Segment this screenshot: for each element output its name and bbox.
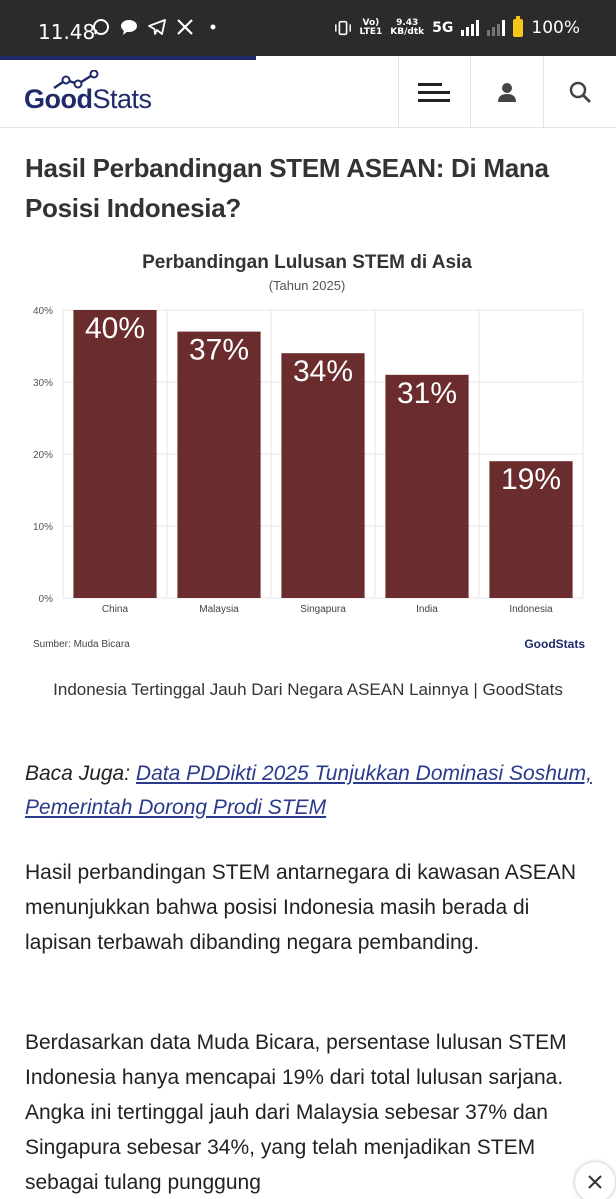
chart-category-label: Malaysia xyxy=(199,604,239,615)
speed-unit: KB/dtk xyxy=(390,27,425,37)
battery-icon xyxy=(513,19,523,37)
chart-source: Sumber: Muda Bicara xyxy=(33,639,130,650)
chart-ytick: 20% xyxy=(32,450,53,461)
x-icon xyxy=(176,18,194,36)
chart-category-label: Singapura xyxy=(300,604,346,615)
chart-subtitle: (Tahun 2025) xyxy=(268,278,346,293)
chart-bar-malaysia xyxy=(177,332,260,598)
chart-caption: Indonesia Tertinggal Jauh Dari Negara ASEAN Lainnya | GoodStats xyxy=(53,680,563,699)
chart-category-label: China xyxy=(101,604,129,615)
vibrate-icon xyxy=(334,19,352,37)
search-button[interactable] xyxy=(543,56,615,128)
chart-ytick: 40% xyxy=(32,306,53,317)
chart-ytick: 30% xyxy=(32,378,53,389)
chart-title: Perbandingan Lulusan STEM di Asia xyxy=(142,252,472,273)
chart-value-label: 34% xyxy=(292,355,354,389)
network-top: Vo) xyxy=(362,18,380,28)
article-title: Hasil Perbandingan STEM ASEAN: Di Mana Posisi Indonesia? xyxy=(25,153,549,223)
chart-bar-singapura xyxy=(281,353,364,598)
dot-icon xyxy=(204,18,222,36)
chart-watermark: GoodStats xyxy=(524,637,585,651)
logo-stats: Stats xyxy=(92,84,152,114)
user-icon xyxy=(497,82,517,102)
chart-value-label: 37% xyxy=(188,333,250,367)
status-time: 11.48 xyxy=(38,20,96,44)
telegram-icon xyxy=(148,18,166,36)
header-accent xyxy=(0,56,256,60)
chart-value-label: 40% xyxy=(84,312,146,345)
network-speed xyxy=(390,19,424,37)
menu-button[interactable] xyxy=(398,56,470,128)
read-also xyxy=(25,757,595,825)
site-logo[interactable] xyxy=(24,84,152,115)
site-header xyxy=(0,56,616,128)
speed-value: 9.43 xyxy=(396,18,419,28)
account-button[interactable] xyxy=(470,56,542,128)
chart-ytick: 0% xyxy=(38,594,53,605)
network-type xyxy=(360,19,383,37)
network-5g: 5G xyxy=(432,20,454,36)
chart-category-label: India xyxy=(416,604,438,615)
chart-bar-china xyxy=(73,310,156,598)
chart-ytick: 10% xyxy=(32,522,53,533)
signal-icon xyxy=(461,20,479,36)
search-icon xyxy=(569,81,591,103)
chart-value-label: 19% xyxy=(500,463,562,497)
chart-value-label: 31% xyxy=(396,376,458,410)
battery-level: 100% xyxy=(531,18,580,38)
status-bar xyxy=(0,0,616,56)
article-paragraph-2: Berdasarkan data Muda Bicara, persentase lulusan STEM Indonesia hanya mencapai 19% dari total lulusan sarjana. Angka ini tertinggal jauh dari Malaysia sebesar 37% dan Singapura sebesar 34%, yang telah menjadikan STEM sebagai tulang punggung xyxy=(25,1031,567,1194)
read-also-link[interactable]: Data PDDikti 2025 Tunjukkan Dominasi Soshum, Pemerintah Dorong Prodi STEM xyxy=(25,762,592,819)
read-also-label: Baca Juga: xyxy=(25,762,131,785)
stem-bar-chart xyxy=(25,238,591,658)
signal-2-icon xyxy=(487,20,505,36)
article-paragraph-1: Hasil perbandingan STEM antarnegara di kawasan ASEAN menunjukkan bahwa posisi Indonesia masih berada di lapisan terbawah dibanding negara pembanding. xyxy=(25,861,576,954)
logo-good: Good xyxy=(24,84,93,114)
chart-category-label: Indonesia xyxy=(509,604,553,615)
network-bottom: LTE1 xyxy=(359,27,383,37)
chat-icon xyxy=(120,18,138,36)
hamburger-icon xyxy=(418,81,452,103)
close-icon xyxy=(587,1174,603,1190)
close-ad-button[interactable] xyxy=(575,1162,615,1199)
whatsapp-icon xyxy=(92,18,110,36)
